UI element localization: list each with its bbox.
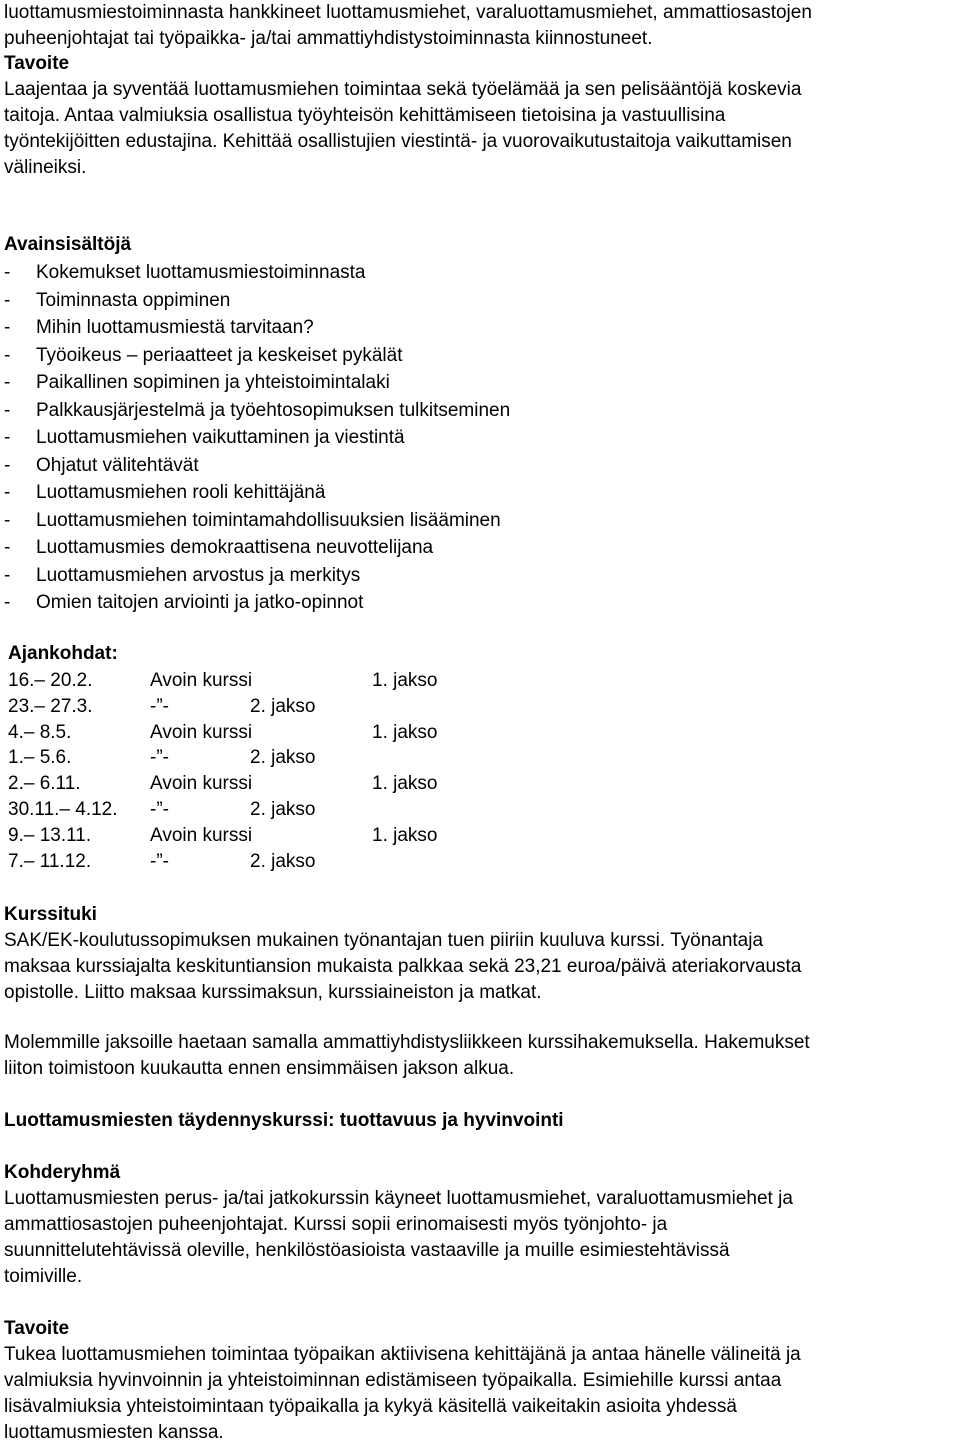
contents-heading-block	[4, 232, 954, 258]
goal-line: välineiksi.	[4, 157, 87, 178]
list-item-text: Mihin luottamusmiestä tarvitaan?	[36, 317, 314, 338]
support-section	[4, 902, 954, 1006]
target-section	[4, 1160, 954, 1290]
schedule-period: 2. jakso	[250, 695, 316, 717]
support-line: SAK/EK-koulutussopimuksen mukainen työnantajan tuen piiriin kuuluva kurssi. Työnantaja	[4, 930, 764, 951]
schedule-course: -”-	[150, 798, 169, 820]
schedule-period: 1. jakso	[372, 670, 438, 691]
application-line: Molemmille jaksoille haetaan samalla ammattiyhdistysliikkeen kurssihakemuksella. Hakemukset	[4, 1032, 810, 1053]
contents-heading: Avainsisältöjä	[4, 234, 132, 255]
schedule-row	[8, 720, 608, 746]
list-item-text: Paikallinen sopiminen ja yhteistoimintalaki	[36, 372, 390, 393]
list-dash: -	[4, 344, 11, 366]
list-item-text: Luottamusmiehen toimintamahdollisuuksien lisääminen	[36, 509, 501, 531]
schedule-course: Avoin kurssi	[150, 773, 253, 795]
list-item	[4, 424, 510, 452]
contents-list	[4, 259, 510, 617]
target-line: suunnittelutehtävissä oleville, henkilöstöasioista vastaaville ja muille esimiestehtävissä	[4, 1240, 730, 1261]
list-dash: -	[4, 317, 11, 338]
goal-line: taitoja. Antaa valmiuksia osallistua työyhteisön kehittämiseen tietoisina ja vastuullisina	[4, 105, 726, 126]
list-dash: -	[4, 592, 11, 613]
goal2-line: luottamusmiesten kanssa.	[4, 1422, 224, 1443]
list-dash: -	[4, 372, 11, 393]
schedule-row	[8, 745, 608, 771]
list-item	[4, 507, 510, 535]
list-item	[4, 369, 510, 397]
list-item	[4, 259, 510, 287]
goal-heading: Tavoite	[4, 53, 70, 74]
schedule-course: Avoin kurssi	[150, 670, 253, 691]
schedule-course: Avoin kurssi	[150, 721, 253, 743]
schedule-dates: 23.– 27.3.	[8, 695, 93, 717]
schedule-row	[8, 797, 608, 823]
schedule-period: 1. jakso	[372, 824, 438, 846]
intro-paragraph	[4, 0, 954, 52]
goal2-heading: Tavoite	[4, 1318, 70, 1339]
list-item-text: Luottamusmies demokraattisena neuvottelijana	[36, 537, 434, 558]
list-dash: -	[4, 427, 11, 448]
goal2-line: Tukea luottamusmiehen toimintaa työpaikan aktiivisena kehittäjänä ja antaa hänelle välineitä ja	[4, 1344, 801, 1365]
schedule-course: -”-	[150, 695, 169, 717]
list-dash: -	[4, 509, 11, 531]
course-title: Luottamusmiesten täydennyskurssi: tuottavuus ja hyvinvointi	[4, 1110, 564, 1131]
schedule-period: 2. jakso	[250, 798, 316, 820]
list-item	[4, 534, 510, 562]
schedule-dates: 4.– 8.5.	[8, 721, 72, 743]
intro-line: luottamusmiestoiminnasta hankkineet luottamusmiehet, varaluottamusmiehet, ammattiosastojen	[4, 2, 812, 23]
target-line: toimiville.	[4, 1266, 83, 1287]
application-paragraph	[4, 1030, 954, 1082]
schedule-dates: 16.– 20.2.	[8, 670, 93, 691]
list-item	[4, 452, 510, 480]
schedule-row	[8, 849, 608, 875]
schedule-course: Avoin kurssi	[150, 824, 253, 846]
goal2-line: valmiuksia hyvinvoinnin ja yhteistoiminnan edistämiseen työpaikalla. Esimiehille kurssi antaa	[4, 1370, 782, 1391]
course-title-block	[4, 1108, 954, 1134]
list-dash: -	[4, 482, 11, 503]
list-item-text: Luottamusmiehen arvostus ja merkitys	[36, 564, 361, 586]
schedule-period: 2. jakso	[250, 850, 316, 872]
list-dash: -	[4, 564, 11, 586]
schedule-heading-block	[8, 641, 954, 667]
target-line: Luottamusmiesten perus- ja/tai jatkokurssin käyneet luottamusmiehet, varaluottamusmiehet ja	[4, 1188, 793, 1209]
schedule-period: 2. jakso	[250, 747, 316, 769]
target-heading: Kohderyhmä	[4, 1162, 121, 1183]
support-line: opistolle. Liitto maksaa kurssimaksun, kurssiaineiston ja matkat.	[4, 982, 542, 1003]
list-dash: -	[4, 289, 11, 311]
schedule-course: -”-	[150, 850, 169, 872]
list-item-text: Toiminnasta oppiminen	[36, 289, 231, 311]
schedule-period: 1. jakso	[372, 721, 438, 743]
list-item	[4, 314, 510, 342]
schedule-row	[8, 668, 608, 694]
list-item-text: Luottamusmiehen vaikuttaminen ja viestintä	[36, 427, 405, 448]
list-item	[4, 562, 510, 590]
list-item	[4, 479, 510, 507]
schedule-period: 1. jakso	[372, 773, 438, 795]
list-item	[4, 287, 510, 315]
schedule-dates: 9.– 13.11.	[8, 824, 92, 846]
goal2-section	[4, 1316, 954, 1446]
goal-line: työntekijöitten edustajina. Kehittää osallistujien viestintä- ja vuorovaikutustaitoja vaikuttamisen	[4, 131, 792, 152]
schedule-row	[8, 823, 608, 849]
target-line: ammattiosastojen puheenjohtajat. Kurssi sopii erinomaisesti myös työnjohto- ja	[4, 1214, 668, 1235]
list-item	[4, 589, 510, 617]
list-item-text: Palkkausjärjestelmä ja työehtosopimuksen tulkitseminen	[36, 399, 511, 421]
application-line: liiton toimistoon kuukautta ennen ensimmäisen jakson alkua.	[4, 1058, 515, 1079]
schedule-dates: 7.– 11.12.	[8, 850, 92, 872]
list-item	[4, 342, 510, 370]
list-item-text: Kokemukset luottamusmiestoiminnasta	[36, 262, 366, 283]
schedule-heading: Ajankohdat:	[8, 643, 118, 664]
schedule-row	[8, 771, 608, 797]
schedule-table	[8, 668, 608, 874]
schedule-course: -”-	[150, 747, 169, 769]
list-dash: -	[4, 537, 11, 558]
list-dash: -	[4, 399, 11, 421]
schedule-dates: 2.– 6.11.	[8, 773, 81, 795]
support-line: maksaa kurssiajalta keskituntiansion mukaista palkkaa sekä 23,21 euroa/päivä ateriakorvausta	[4, 956, 802, 977]
support-heading: Kurssituki	[4, 904, 97, 925]
intro-line: puheenjohtajat tai työpaikka- ja/tai ammattiyhdistystoiminnasta kiinnostuneet.	[4, 28, 653, 49]
schedule-dates: 30.11.– 4.12.	[8, 798, 118, 820]
goal-section	[4, 51, 954, 181]
schedule-dates: 1.– 5.6.	[8, 747, 72, 769]
list-item-text: Omien taitojen arviointi ja jatko-opinnot	[36, 592, 364, 613]
list-item-text: Työoikeus – periaatteet ja keskeiset pykälät	[36, 344, 403, 366]
goal2-line: lisävalmiuksia yhteistoimintaan työpaikalla ja kykyä käsitellä vaikeitakin asioita yhdessä	[4, 1396, 737, 1417]
list-dash: -	[4, 262, 11, 283]
schedule-row	[8, 694, 608, 720]
goal-line: Laajentaa ja syventää luottamusmiehen toimintaa sekä työelämää ja sen pelisääntöjä koskevia	[4, 79, 802, 100]
list-item	[4, 397, 510, 425]
list-item-text: Luottamusmiehen rooli kehittäjänä	[36, 482, 326, 503]
list-item-text: Ohjatut välitehtävät	[36, 454, 199, 476]
list-dash: -	[4, 454, 11, 476]
